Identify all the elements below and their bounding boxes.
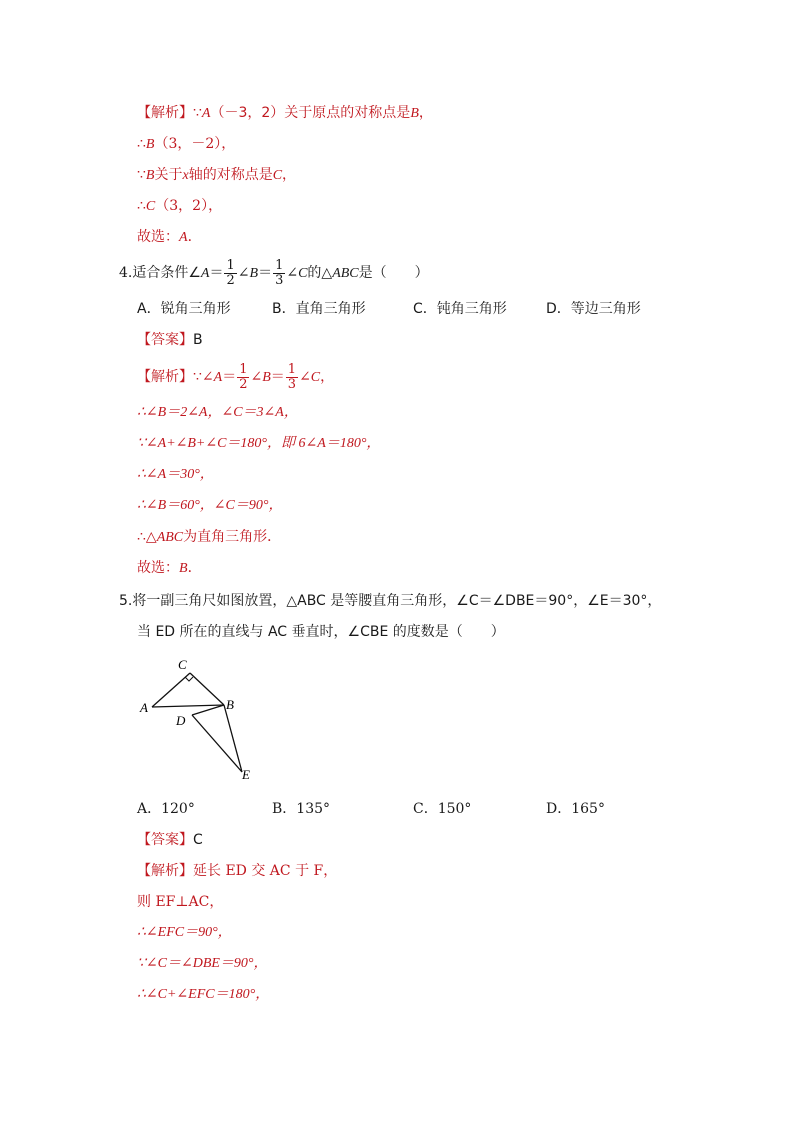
q4-analysis-line-1: 【解析】∵∠A＝ $\frac{1}{2}$ ∠B＝ $\frac{1}{3}$ ∠C，: [137, 361, 335, 392]
q5-stem-line-1: 5.将一副三角尺如图放置，△ABC 是等腰直角三角形，∠C＝∠DBE＝90°，∠E＝30°，: [119, 593, 662, 609]
right-angle-mark: [185, 677, 193, 681]
q5-option-c: C．150°: [413, 801, 472, 817]
label-e: E: [242, 767, 250, 782]
segment-ab: [152, 705, 224, 707]
label-b: B: [226, 697, 234, 712]
label-c: C: [178, 657, 187, 672]
prev-solution-line-2: ∴B（3，－2），: [137, 136, 236, 152]
q4-option-c: C．钝角三角形: [413, 301, 507, 317]
segment-cb: [190, 673, 224, 705]
q4-stem: 4.适合条件∠A＝ $\frac{1}{2}$ ∠B＝ $\frac{1}{3}$ ∠C的△ABC是（ ）: [119, 257, 429, 288]
q4-option-b: B．直角三角形: [272, 301, 366, 317]
q5-analysis-line-4: ∵∠C＝∠DBE＝90°，: [137, 956, 268, 971]
fraction-one-half: $\frac{1}{2}$: [226, 257, 235, 288]
q4-analysis-line-6: ∴△ABC为直角三角形．: [137, 529, 282, 545]
q4-choose: 故选：B．: [137, 560, 202, 576]
q4-analysis-line-2: ∴∠B＝2∠A，∠C＝3∠A，: [137, 405, 298, 420]
prev-solution-choose: 故选：A．: [137, 229, 202, 245]
label-a: A: [140, 700, 148, 715]
segment-db: [192, 705, 224, 715]
segment-ac: [152, 673, 190, 707]
q4-analysis-line-3: ∵∠A+∠B+∠C＝180°，即 6∠A＝180°，: [137, 436, 381, 451]
prev-solution-line-1: 【解析】∵A（－3，2）关于原点的对称点是B，: [137, 105, 433, 121]
q4-answer: 【答案】B: [137, 332, 203, 348]
analysis-tag: 【解析】: [137, 105, 193, 121]
q5-option-b: B．135°: [272, 801, 331, 817]
q4-option-d: D．等边三角形: [546, 301, 641, 317]
triangle-figure: [138, 655, 258, 785]
prev-solution-line-4: ∴C（3，2），: [137, 198, 223, 214]
q4-analysis-line-5: ∴∠B＝60°，∠C＝90°，: [137, 498, 283, 513]
q5-answer: 【答案】C: [137, 832, 203, 848]
q5-analysis-line-3: ∴∠EFC＝90°，: [137, 925, 232, 940]
q5-analysis-line-1: 【解析】延长 ED 交 AC 于 F，: [137, 863, 338, 879]
q5-option-d: D．165°: [546, 801, 605, 817]
fraction-one-third: $\frac{1}{3}$: [275, 257, 284, 288]
q5-option-a: A．120°: [137, 801, 195, 817]
label-d: D: [176, 713, 186, 728]
prev-solution-line-3: ∵B关于x轴的对称点是C，: [137, 167, 297, 183]
q4-option-a: A．锐角三角形: [137, 301, 231, 317]
q5-analysis-line-2: 则 EF⊥AC，: [137, 894, 224, 910]
q5-analysis-line-5: ∴∠C+∠EFC＝180°，: [137, 987, 270, 1002]
q5-stem-line-2: 当 ED 所在的直线与 AC 垂直时，∠CBE 的度数是（ ）: [137, 624, 505, 640]
q4-analysis-line-4: ∴∠A＝30°，: [137, 467, 214, 482]
